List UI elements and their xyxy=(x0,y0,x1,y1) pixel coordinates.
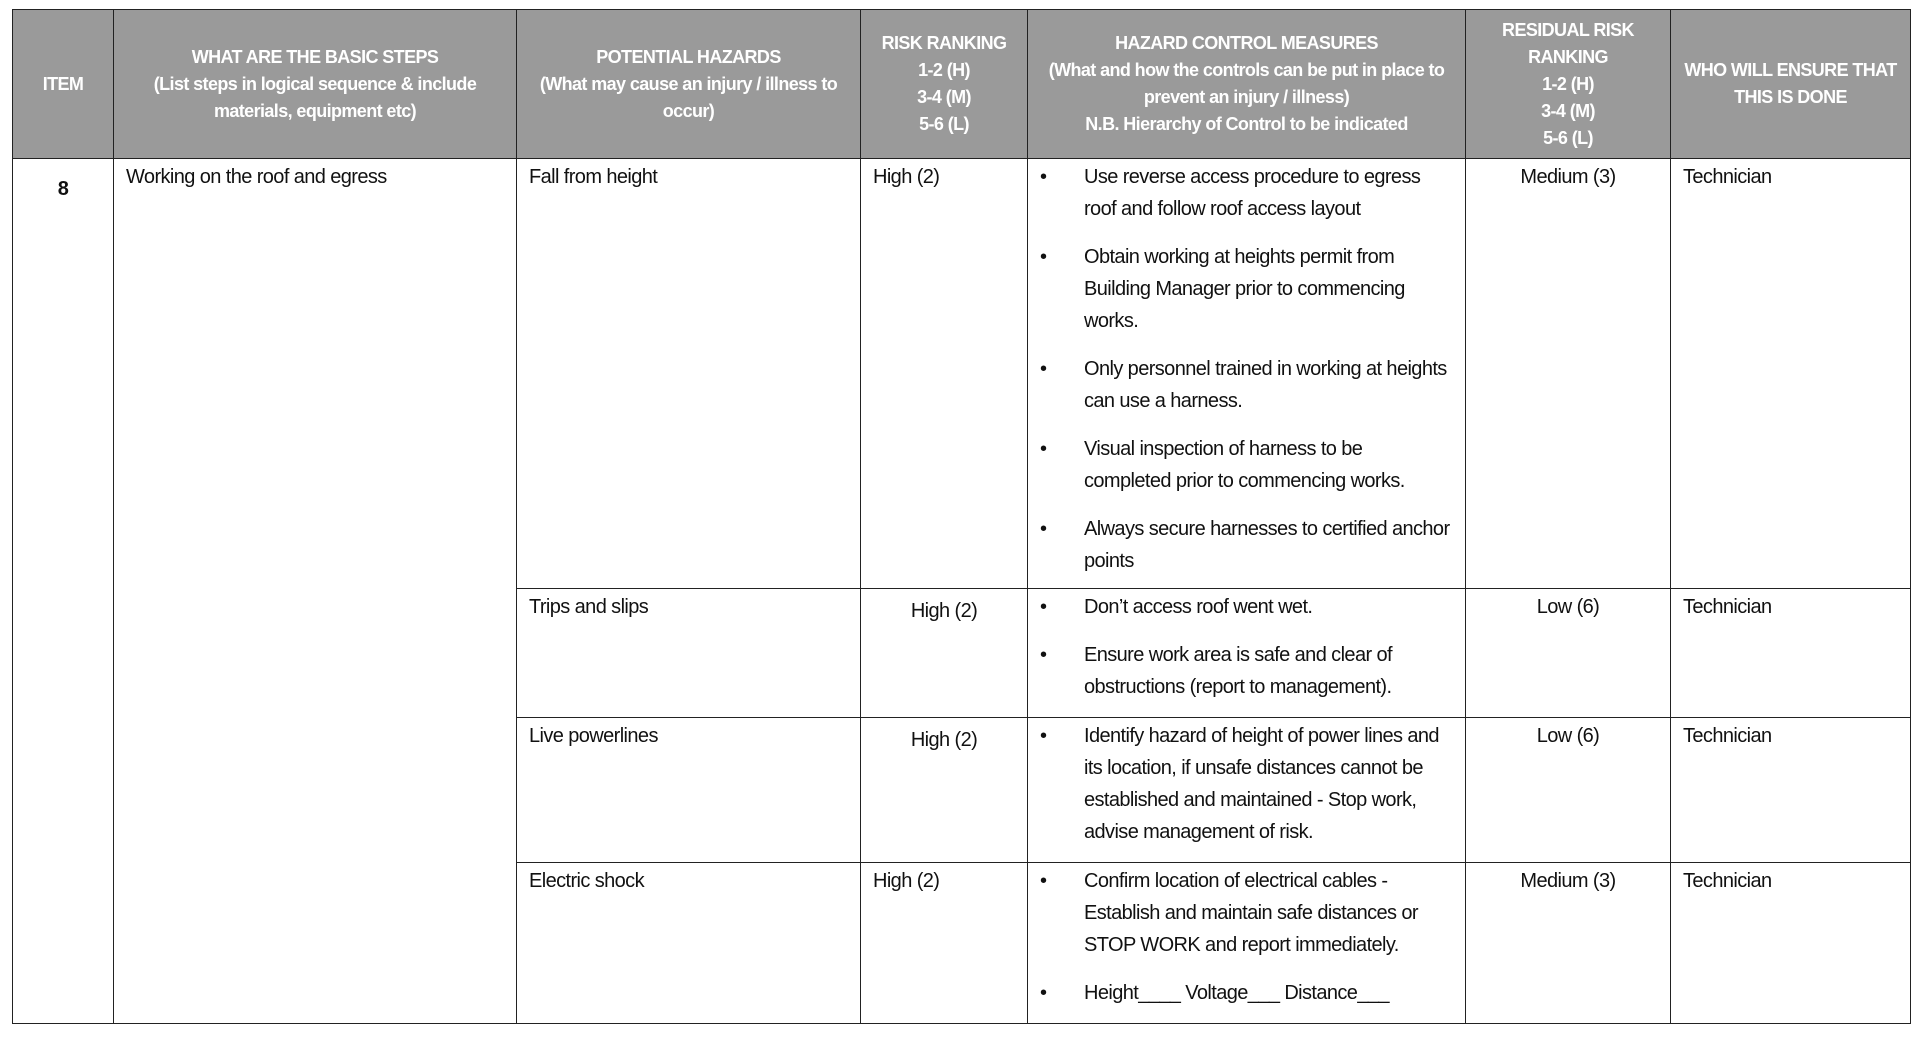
responsible-cell: Technician xyxy=(1671,718,1911,863)
responsible-cell: Technician xyxy=(1671,159,1911,589)
responsible-cell: Technician xyxy=(1671,863,1911,1024)
hazard-cell: Electric shock xyxy=(517,863,861,1024)
header-subtext: 3-4 (M) xyxy=(1541,100,1595,121)
header-subtext: 5-6 (L) xyxy=(919,114,969,134)
header-item: ITEM xyxy=(13,10,114,159)
control-item: • Height____ Voltage___ Distance___ xyxy=(1040,977,1453,1009)
control-item: • Use reverse access procedure to egress roof and follow roof access layout xyxy=(1040,161,1453,225)
risk-ranking-cell: High (2) xyxy=(861,718,1028,863)
hazard-cell: Fall from height xyxy=(517,159,861,589)
residual-risk-cell: Medium (3) xyxy=(1466,863,1671,1024)
control-item: • Identify hazard of height of power lines and its location, if unsafe distances cannot be established and maintained - Stop work, advise management of risk. xyxy=(1040,720,1453,848)
header-subtext: 1-2 (H) xyxy=(1542,73,1594,94)
control-list xyxy=(1040,591,1453,703)
control-item: • Confirm location of electrical cables - Establish and maintain safe distances or STOP WORK and report immediately. xyxy=(1040,865,1453,961)
control-item: • Obtain working at heights permit from Building Manager prior to commencing works. xyxy=(1040,241,1453,337)
header-text: HAZARD CONTROL MEASURES xyxy=(1115,33,1378,53)
header-controls xyxy=(1028,10,1466,159)
header-text: RISK RANKING xyxy=(881,33,1007,53)
item-number: 8 xyxy=(13,159,114,1024)
header-hazards xyxy=(517,10,861,159)
header-subtext: (What may cause an injury / illness to occur) xyxy=(539,73,838,121)
control-list xyxy=(1040,161,1453,577)
control-measures-cell xyxy=(1028,718,1466,863)
risk-assessment-table xyxy=(12,9,1911,1024)
residual-risk-cell: Low (6) xyxy=(1466,589,1671,718)
control-item: • Always secure harnesses to certified anchor points xyxy=(1040,513,1453,577)
risk-ranking-cell: High (2) xyxy=(861,863,1028,1024)
header-subtext: 1-2 (H) xyxy=(918,60,970,80)
header-steps xyxy=(114,10,517,159)
header-who: WHO WILL ENSURE THAT THIS IS DONE xyxy=(1671,10,1911,159)
control-measures-cell xyxy=(1028,589,1466,718)
hazard-cell: Trips and slips xyxy=(517,589,861,718)
control-item: • Visual inspection of harness to be completed prior to commencing works. xyxy=(1040,433,1453,497)
control-measures-cell xyxy=(1028,159,1466,589)
control-list xyxy=(1040,720,1453,848)
risk-ranking-cell: High (2) xyxy=(861,589,1028,718)
header-residual xyxy=(1466,10,1671,159)
header-subtext: 5-6 (L) xyxy=(1543,127,1593,148)
residual-risk-cell: Medium (3) xyxy=(1466,159,1671,589)
header-text: POTENTIAL HAZARDS xyxy=(596,46,781,67)
responsible-cell: Technician xyxy=(1671,589,1911,718)
header-risk xyxy=(861,10,1028,159)
control-measures-cell xyxy=(1028,863,1466,1024)
header-row xyxy=(13,10,1911,159)
hazard-cell: Live powerlines xyxy=(517,718,861,863)
control-list xyxy=(1040,865,1453,1009)
header-text: RESIDUAL RISK RANKING xyxy=(1502,19,1634,67)
basic-step: Working on the roof and egress xyxy=(114,159,517,1024)
control-item: • Only personnel trained in working at heights can use a harness. xyxy=(1040,353,1453,417)
header-subtext: (What and how the controls can be put in place to prevent an injury / illness) xyxy=(1048,60,1445,107)
control-item: • Don’t access roof went wet. xyxy=(1040,591,1453,623)
residual-risk-cell: Low (6) xyxy=(1466,718,1671,863)
header-subtext: N.B. Hierarchy of Control to be indicated xyxy=(1085,114,1408,134)
header-text: WHAT ARE THE BASIC STEPS xyxy=(191,46,439,67)
table-row xyxy=(13,159,1911,589)
header-subtext: 3-4 (M) xyxy=(917,87,971,107)
header-subtext: (List steps in logical sequence & include materials, equipment etc) xyxy=(153,73,477,121)
control-item: • Ensure work area is safe and clear of obstructions (report to management). xyxy=(1040,639,1453,703)
risk-ranking-cell: High (2) xyxy=(861,159,1028,589)
